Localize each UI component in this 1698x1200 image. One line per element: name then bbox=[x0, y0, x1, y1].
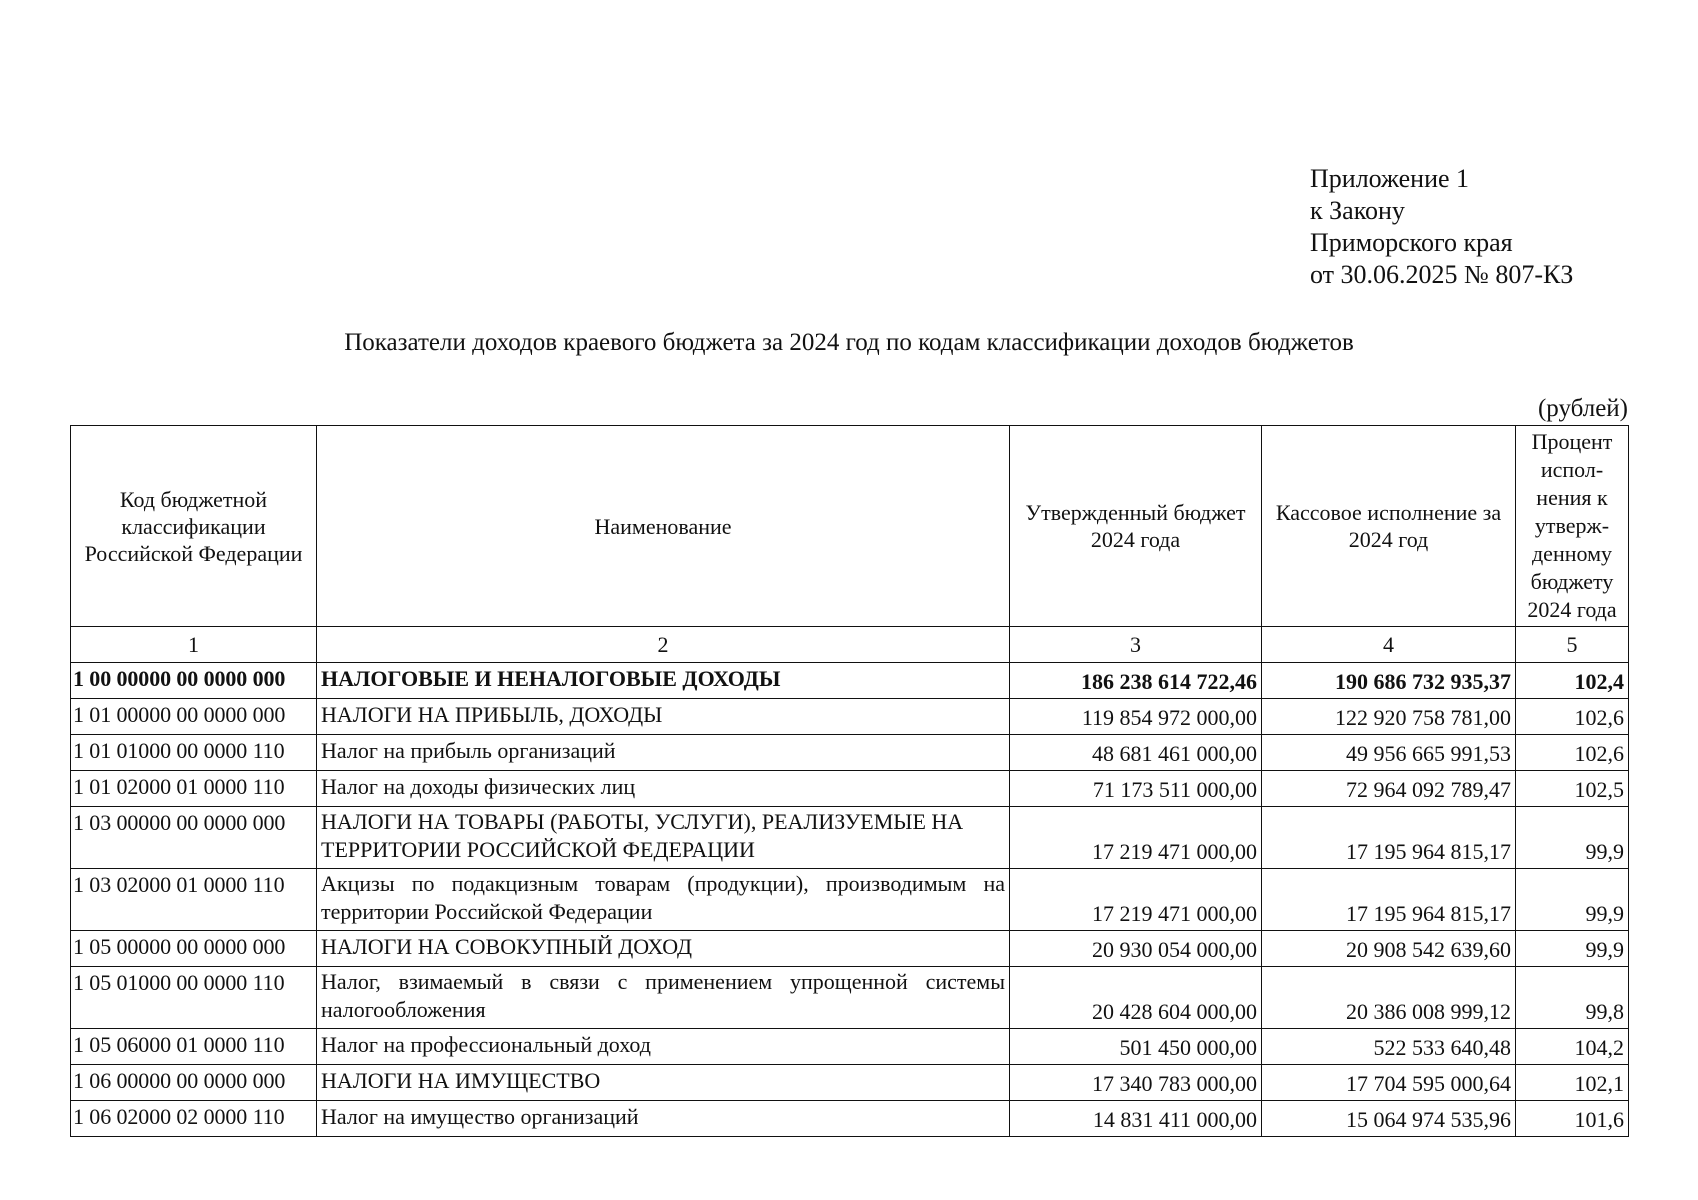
row-percent: 102,4 bbox=[1516, 663, 1629, 699]
row-approved: 14 831 411 000,00 bbox=[1010, 1101, 1262, 1137]
row-code: 1 05 01000 00 0000 110 bbox=[71, 967, 317, 1029]
table-row bbox=[71, 1101, 1629, 1137]
row-name: НАЛОГОВЫЕ И НЕНАЛОГОВЫЕ ДОХОДЫ bbox=[317, 663, 1010, 699]
row-name: Налог на имущество организаций bbox=[317, 1101, 1010, 1137]
row-percent: 102,6 bbox=[1516, 699, 1629, 735]
row-code: 1 06 02000 02 0000 110 bbox=[71, 1101, 317, 1137]
table-row bbox=[71, 735, 1629, 771]
row-name: Налог на доходы физических лиц bbox=[317, 771, 1010, 807]
appendix-line: от 30.06.2025 № 807-КЗ bbox=[1310, 260, 1574, 289]
appendix-line: Приморского края bbox=[1310, 228, 1513, 257]
table-row bbox=[71, 1065, 1629, 1101]
column-number-row bbox=[71, 627, 1629, 663]
row-percent: 99,9 bbox=[1516, 807, 1629, 869]
row-approved: 48 681 461 000,00 bbox=[1010, 735, 1262, 771]
row-executed: 122 920 758 781,00 bbox=[1262, 699, 1516, 735]
row-executed: 49 956 665 991,53 bbox=[1262, 735, 1516, 771]
row-approved: 71 173 511 000,00 bbox=[1010, 771, 1262, 807]
header-executed: Кассовое исполнение за 2024 год bbox=[1262, 426, 1516, 627]
row-code: 1 03 02000 01 0000 110 bbox=[71, 869, 317, 931]
units-label: (рублей) bbox=[1537, 395, 1628, 422]
row-percent: 99,9 bbox=[1516, 931, 1629, 967]
row-executed: 190 686 732 935,37 bbox=[1262, 663, 1516, 699]
table-row bbox=[71, 807, 1629, 869]
column-number: 2 bbox=[317, 627, 1010, 663]
row-percent: 99,8 bbox=[1516, 967, 1629, 1029]
table-row bbox=[71, 967, 1629, 1029]
row-approved: 17 219 471 000,00 bbox=[1010, 869, 1262, 931]
row-approved: 17 219 471 000,00 bbox=[1010, 807, 1262, 869]
row-name: НАЛОГИ НА ИМУЩЕСТВО bbox=[317, 1065, 1010, 1101]
table-row bbox=[71, 771, 1629, 807]
header-percent: Процент испол-нения к утверж-денному бюджету 2024 года bbox=[1516, 426, 1629, 627]
row-percent: 99,9 bbox=[1516, 869, 1629, 931]
document-title: Показатели доходов краевого бюджета за 2024 год по кодам классификации доходов бюджетов bbox=[344, 329, 1354, 356]
row-executed: 20 386 008 999,12 bbox=[1262, 967, 1516, 1029]
row-approved: 20 428 604 000,00 bbox=[1010, 967, 1262, 1029]
table-row bbox=[71, 931, 1629, 967]
table-header-row bbox=[71, 426, 1629, 627]
row-name: Акцизы по подакцизным товарам (продукции), производимым на территории Российской Федерации bbox=[317, 869, 1010, 931]
row-code: 1 01 01000 00 0000 110 bbox=[71, 735, 317, 771]
row-percent: 101,6 bbox=[1516, 1101, 1629, 1137]
row-percent: 102,6 bbox=[1516, 735, 1629, 771]
appendix-line: Приложение 1 bbox=[1310, 164, 1470, 193]
appendix-line: к Закону bbox=[1310, 196, 1405, 225]
row-name: НАЛОГИ НА ПРИБЫЛЬ, ДОХОДЫ bbox=[317, 699, 1010, 735]
header-name: Наименование bbox=[317, 426, 1010, 627]
row-name: Налог на профессиональный доход bbox=[317, 1029, 1010, 1065]
row-code: 1 03 00000 00 0000 000 bbox=[71, 807, 317, 869]
column-number: 4 bbox=[1262, 627, 1516, 663]
appendix-reference bbox=[1310, 163, 1573, 291]
row-approved: 17 340 783 000,00 bbox=[1010, 1065, 1262, 1101]
table-row bbox=[71, 663, 1629, 699]
row-executed: 15 064 974 535,96 bbox=[1262, 1101, 1516, 1137]
income-table bbox=[70, 425, 1629, 1137]
row-percent: 104,2 bbox=[1516, 1029, 1629, 1065]
row-name: Налог на прибыль организаций bbox=[317, 735, 1010, 771]
row-code: 1 06 00000 00 0000 000 bbox=[71, 1065, 317, 1101]
row-approved: 501 450 000,00 bbox=[1010, 1029, 1262, 1065]
row-name: НАЛОГИ НА ТОВАРЫ (РАБОТЫ, УСЛУГИ), РЕАЛИЗУЕМЫЕ НА ТЕРРИТОРИИ РОССИЙСКОЙ ФЕДЕРАЦИИ bbox=[317, 807, 1010, 869]
header-approved: Утвержденный бюджет 2024 года bbox=[1010, 426, 1262, 627]
row-code: 1 01 02000 01 0000 110 bbox=[71, 771, 317, 807]
column-number: 1 bbox=[71, 627, 317, 663]
row-executed: 17 195 964 815,17 bbox=[1262, 869, 1516, 931]
row-code: 1 05 00000 00 0000 000 bbox=[71, 931, 317, 967]
row-approved: 119 854 972 000,00 bbox=[1010, 699, 1262, 735]
row-executed: 20 908 542 639,60 bbox=[1262, 931, 1516, 967]
row-name: Налог, взимаемый в связи с применением упрощенной системы налогообложения bbox=[317, 967, 1010, 1029]
row-approved: 20 930 054 000,00 bbox=[1010, 931, 1262, 967]
row-name: НАЛОГИ НА СОВОКУПНЫЙ ДОХОД bbox=[317, 931, 1010, 967]
column-number: 5 bbox=[1516, 627, 1629, 663]
row-executed: 522 533 640,48 bbox=[1262, 1029, 1516, 1065]
row-code: 1 05 06000 01 0000 110 bbox=[71, 1029, 317, 1065]
row-code: 1 00 00000 00 0000 000 bbox=[71, 663, 317, 699]
row-executed: 17 704 595 000,64 bbox=[1262, 1065, 1516, 1101]
row-percent: 102,5 bbox=[1516, 771, 1629, 807]
column-number: 3 bbox=[1010, 627, 1262, 663]
row-percent: 102,1 bbox=[1516, 1065, 1629, 1101]
header-code: Код бюджетной классификации Российской Федерации bbox=[71, 426, 317, 627]
row-approved: 186 238 614 722,46 bbox=[1010, 663, 1262, 699]
row-executed: 17 195 964 815,17 bbox=[1262, 807, 1516, 869]
table-row bbox=[71, 869, 1629, 931]
row-executed: 72 964 092 789,47 bbox=[1262, 771, 1516, 807]
table-row bbox=[71, 699, 1629, 735]
row-code: 1 01 00000 00 0000 000 bbox=[71, 699, 317, 735]
table-row bbox=[71, 1029, 1629, 1065]
